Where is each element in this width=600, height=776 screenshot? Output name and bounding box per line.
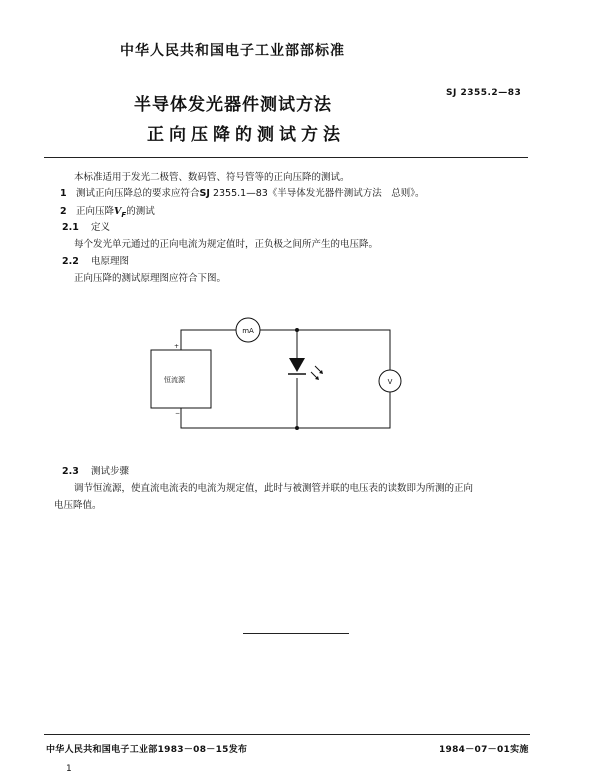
end-divider	[243, 633, 349, 634]
section-2-2-number: 2.2	[62, 256, 79, 267]
intro-paragraph: 本标准适用于发光二极管、数码管、符号管等的正向压降的测试。	[74, 172, 350, 183]
voltmeter-label: V	[387, 378, 393, 386]
issuing-organization: 中华人民共和国电子工业部部标准	[120, 43, 345, 59]
vf-symbol: V	[114, 206, 122, 217]
junction-bottom	[295, 426, 299, 430]
section-2-3	[62, 466, 129, 478]
section-2-3-line1: 调节恒流源，使直流电流表的电流为规定值，此时与被测管并联的电压表的读数即为所测的正向	[74, 483, 474, 494]
wire-bottom	[181, 392, 390, 428]
section-1-sj: SJ	[199, 188, 210, 199]
footer-divider	[44, 734, 530, 735]
section-2-1-number: 2.1	[62, 222, 79, 233]
document-title: 半导体发光器件测试方法	[134, 95, 332, 115]
section-2-text-b: 的测试	[126, 206, 155, 217]
effective-date: 1984－07－01实施	[439, 745, 529, 755]
circuit-diagram	[140, 308, 410, 438]
source-minus-sign: −	[175, 410, 181, 417]
ammeter-label: mA	[242, 327, 254, 335]
section-1-text-a: 测试正向压降总的要求应符合	[76, 188, 200, 199]
wire-source-to-ammeter	[181, 330, 236, 350]
section-2-2	[62, 256, 129, 268]
section-2-3-number: 2.3	[62, 466, 79, 477]
junction-top	[295, 328, 299, 332]
section-2	[60, 206, 155, 221]
section-2-3-title: 测试步骤	[91, 466, 130, 477]
led-diode-icon	[288, 358, 323, 380]
vf-subscript: F	[121, 210, 127, 219]
section-2-1-text: 每个发光单元通过的正向电流为规定值时，正负极之间所产生的电压降。	[74, 239, 379, 250]
section-2-number: 2	[60, 206, 67, 217]
section-1-number: 1	[60, 188, 67, 199]
section-2-3-line2: 电压降值。	[54, 500, 102, 511]
document-subtitle: 正向压降的测试方法	[147, 125, 345, 145]
issue-date: 中华人民共和国电子工业部1983－08－15发布	[46, 745, 248, 755]
section-2-2-title: 电原理图	[91, 256, 130, 267]
section-2-2-text: 正向压降的测试原理图应符合下图。	[74, 273, 227, 284]
source-label: 恒流源	[164, 376, 185, 384]
section-1	[60, 188, 425, 200]
section-1-text-b: 2355.1—83《半导体发光器件测试方法 总则》。	[212, 188, 425, 199]
source-plus-sign: +	[174, 343, 180, 350]
standard-code: SJ 2355.2—83	[446, 88, 522, 98]
section-2-1-title: 定义	[91, 222, 111, 233]
page-number: 1	[66, 764, 72, 774]
section-2-text-a: 正向压降	[76, 206, 115, 217]
wire-top	[260, 330, 390, 370]
header-divider	[44, 157, 528, 158]
section-2-1	[62, 222, 110, 234]
